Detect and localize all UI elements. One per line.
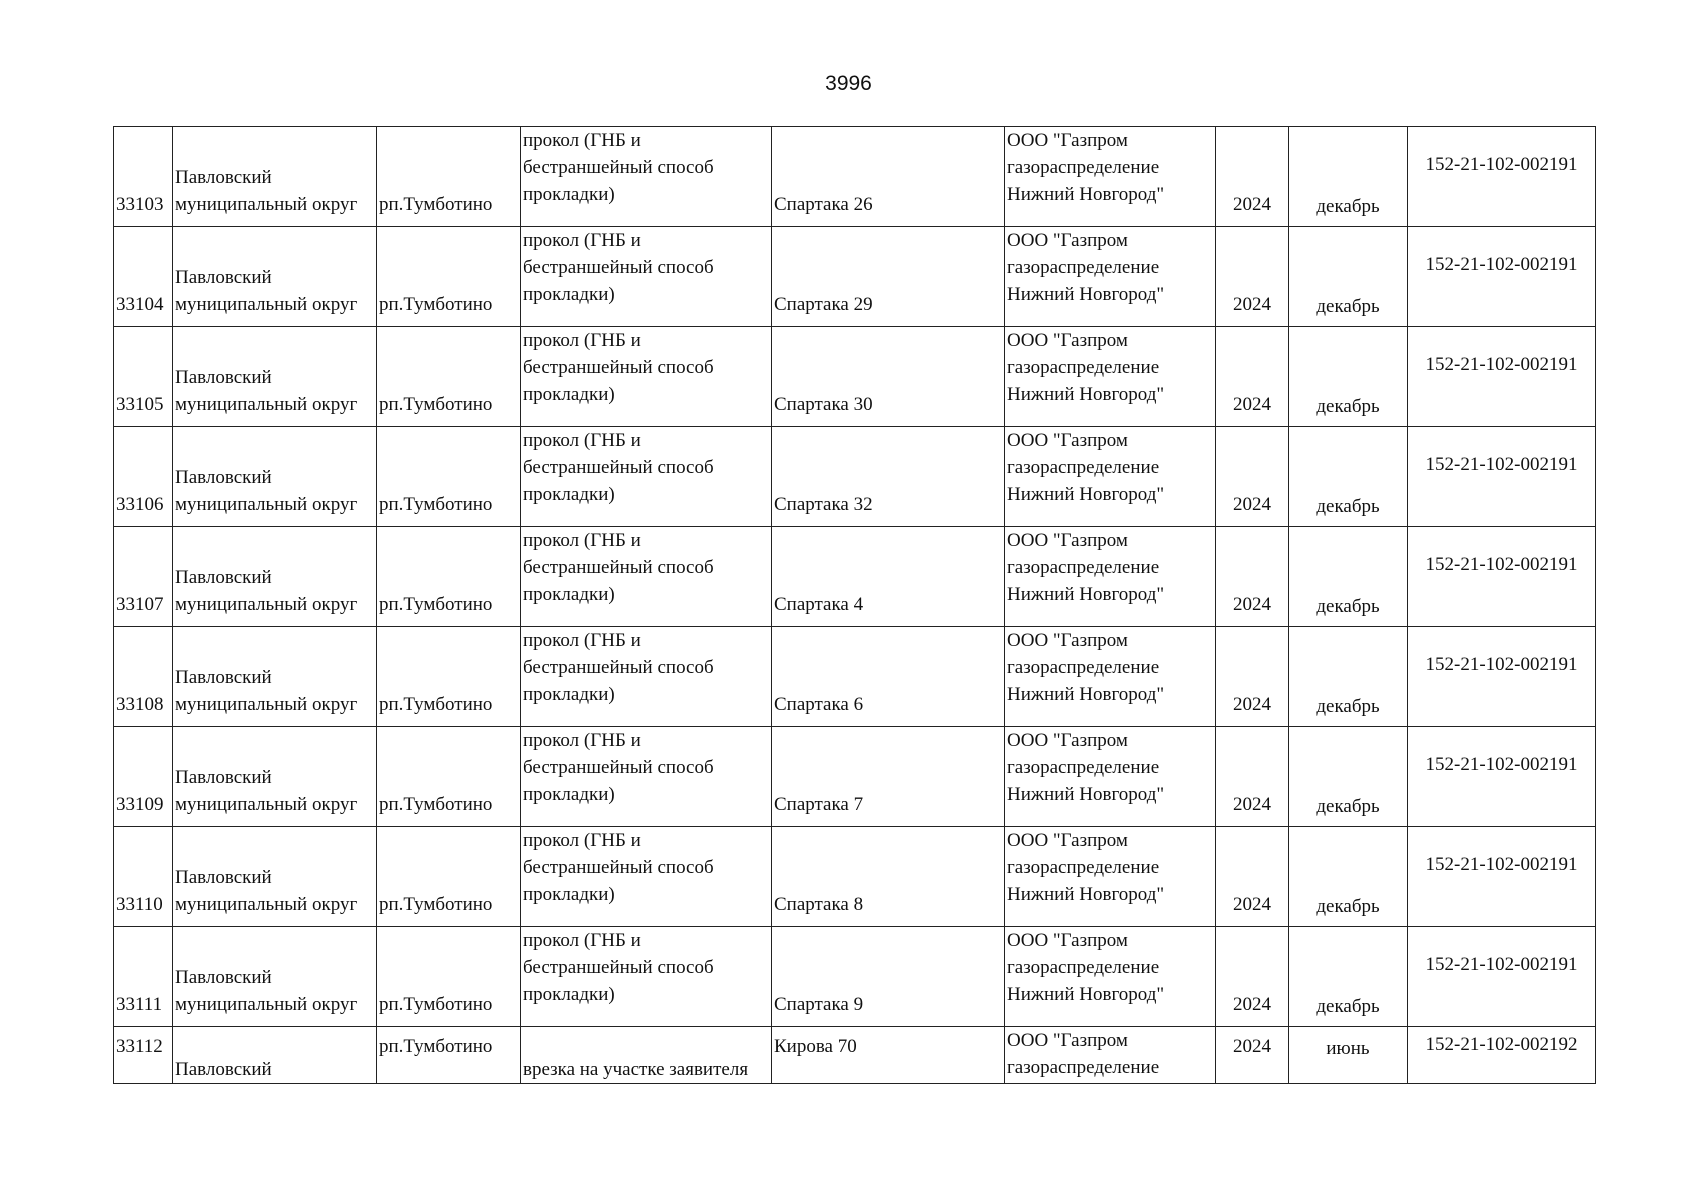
municipality-line: муниципальный округ <box>175 994 358 1015</box>
month: декабрь <box>1289 827 1408 927</box>
work-method <box>521 727 772 827</box>
row-number: 33104 <box>114 227 173 327</box>
street-address: Спартака 32 <box>772 427 1005 527</box>
work-method-line: бестраншейный способ <box>523 457 714 478</box>
work-method <box>521 427 772 527</box>
organization-line: Нижний Новгород" <box>1007 384 1165 405</box>
work-method-line: прокладки) <box>523 184 615 205</box>
locality: рп.Тумботино <box>377 1027 521 1084</box>
organization-line: газораспределение <box>1007 357 1160 378</box>
municipality-line: Павловский <box>175 567 272 588</box>
year: 2024 <box>1216 427 1289 527</box>
work-method-line: прокол (ГНБ и <box>523 930 641 951</box>
table-row <box>114 927 1596 1027</box>
municipality-line: Павловский <box>175 1059 272 1080</box>
month: июнь <box>1289 1027 1408 1084</box>
month: декабрь <box>1289 727 1408 827</box>
organization-line: ООО "Газпром <box>1007 430 1128 451</box>
organization-line: ООО "Газпром <box>1007 130 1128 151</box>
organization-line: ООО "Газпром <box>1007 230 1128 251</box>
table-row <box>114 327 1596 427</box>
organization <box>1005 227 1216 327</box>
work-method-line: бестраншейный способ <box>523 557 714 578</box>
table-row <box>114 527 1596 627</box>
work-method-line: прокол (ГНБ и <box>523 830 641 851</box>
work-method-line: прокладки) <box>523 784 615 805</box>
locality: рп.Тумботино <box>377 827 521 927</box>
municipality <box>173 727 377 827</box>
year: 2024 <box>1216 227 1289 327</box>
row-number: 33110 <box>114 827 173 927</box>
organization-line: газораспределение <box>1007 857 1160 878</box>
organization-line: ООО "Газпром <box>1007 530 1128 551</box>
municipality-line: муниципальный округ <box>175 494 358 515</box>
organization <box>1005 827 1216 927</box>
work-method <box>521 127 772 227</box>
street-address: Спартака 7 <box>772 727 1005 827</box>
work-method-line: прокладки) <box>523 384 615 405</box>
year: 2024 <box>1216 827 1289 927</box>
municipality <box>173 1027 377 1084</box>
month: декабрь <box>1289 527 1408 627</box>
street-address: Кирова 70 <box>772 1027 1005 1084</box>
row-number: 33105 <box>114 327 173 427</box>
municipality-line: муниципальный округ <box>175 394 358 415</box>
municipality-line: муниципальный округ <box>175 294 358 315</box>
municipality-line: муниципальный округ <box>175 894 358 915</box>
registry-code: 152-21-102-002191 <box>1408 827 1596 927</box>
month: декабрь <box>1289 227 1408 327</box>
municipality-line: Павловский <box>175 867 272 888</box>
organization-line: Нижний Новгород" <box>1007 784 1165 805</box>
organization-line: газораспределение <box>1007 657 1160 678</box>
work-method-line: бестраншейный способ <box>523 757 714 778</box>
municipality-line: муниципальный округ <box>175 694 358 715</box>
row-number: 33112 <box>114 1027 173 1084</box>
organization-line: Нижний Новгород" <box>1007 184 1165 205</box>
registry-code: 152-21-102-002191 <box>1408 127 1596 227</box>
street-address: Спартака 4 <box>772 527 1005 627</box>
street-address: Спартака 8 <box>772 827 1005 927</box>
municipality-line: Павловский <box>175 667 272 688</box>
locality: рп.Тумботино <box>377 527 521 627</box>
organization <box>1005 427 1216 527</box>
year: 2024 <box>1216 527 1289 627</box>
work-method-line: прокол (ГНБ и <box>523 530 641 551</box>
organization-line: газораспределение <box>1007 1057 1160 1078</box>
work-method <box>521 627 772 727</box>
row-number: 33108 <box>114 627 173 727</box>
street-address: Спартака 9 <box>772 927 1005 1027</box>
month: декабрь <box>1289 627 1408 727</box>
locality: рп.Тумботино <box>377 927 521 1027</box>
row-number: 33103 <box>114 127 173 227</box>
organization <box>1005 127 1216 227</box>
municipality-line: Павловский <box>175 767 272 788</box>
organization <box>1005 527 1216 627</box>
organization-line: газораспределение <box>1007 257 1160 278</box>
registry-code: 152-21-102-002191 <box>1408 227 1596 327</box>
organization-line: Нижний Новгород" <box>1007 584 1165 605</box>
table-row <box>114 827 1596 927</box>
municipality <box>173 527 377 627</box>
municipality <box>173 227 377 327</box>
work-method-line: прокол (ГНБ и <box>523 330 641 351</box>
organization-line: газораспределение <box>1007 957 1160 978</box>
locality: рп.Тумботино <box>377 127 521 227</box>
registry-code: 152-21-102-002192 <box>1408 1027 1596 1084</box>
registry-code: 152-21-102-002191 <box>1408 527 1596 627</box>
municipality-line: Павловский <box>175 267 272 288</box>
work-method-line: врезка на участке заявителя <box>523 1059 749 1080</box>
work-method-line: прокол (ГНБ и <box>523 230 641 251</box>
year: 2024 <box>1216 327 1289 427</box>
year: 2024 <box>1216 127 1289 227</box>
work-method-line: бестраншейный способ <box>523 257 714 278</box>
street-address: Спартака 30 <box>772 327 1005 427</box>
work-method-line: бестраншейный способ <box>523 857 714 878</box>
registry-code: 152-21-102-002191 <box>1408 327 1596 427</box>
organization <box>1005 627 1216 727</box>
work-method-line: прокол (ГНБ и <box>523 130 641 151</box>
municipality-line: Павловский <box>175 967 272 988</box>
work-method <box>521 827 772 927</box>
organization-line: Нижний Новгород" <box>1007 984 1165 1005</box>
row-number: 33109 <box>114 727 173 827</box>
registry-code: 152-21-102-002191 <box>1408 627 1596 727</box>
municipality-line: муниципальный округ <box>175 794 358 815</box>
row-number: 33106 <box>114 427 173 527</box>
work-method-line: прокладки) <box>523 684 615 705</box>
table-row <box>114 727 1596 827</box>
organization-line: ООО "Газпром <box>1007 1030 1128 1051</box>
work-method-line: бестраншейный способ <box>523 157 714 178</box>
work-method-line: бестраншейный способ <box>523 657 714 678</box>
organization <box>1005 327 1216 427</box>
municipality <box>173 327 377 427</box>
municipality-line: муниципальный округ <box>175 594 358 615</box>
locality: рп.Тумботино <box>377 327 521 427</box>
work-method-line: прокладки) <box>523 984 615 1005</box>
work-method <box>521 527 772 627</box>
locality: рп.Тумботино <box>377 627 521 727</box>
municipality <box>173 127 377 227</box>
municipality <box>173 827 377 927</box>
table-row <box>114 1027 1596 1084</box>
table-row <box>114 427 1596 527</box>
work-method-line: прокладки) <box>523 284 615 305</box>
municipality-line: Павловский <box>175 167 272 188</box>
organization-line: газораспределение <box>1007 757 1160 778</box>
organization-line: ООО "Газпром <box>1007 730 1128 751</box>
organization-line: Нижний Новгород" <box>1007 284 1165 305</box>
work-method <box>521 1027 772 1084</box>
municipality <box>173 927 377 1027</box>
row-number: 33107 <box>114 527 173 627</box>
month: декабрь <box>1289 927 1408 1027</box>
registry-table <box>113 126 1596 1084</box>
work-method <box>521 927 772 1027</box>
organization-line: Нижний Новгород" <box>1007 484 1165 505</box>
organization <box>1005 927 1216 1027</box>
month: декабрь <box>1289 327 1408 427</box>
registry-code: 152-21-102-002191 <box>1408 427 1596 527</box>
locality: рп.Тумботино <box>377 427 521 527</box>
street-address: Спартака 6 <box>772 627 1005 727</box>
row-number: 33111 <box>114 927 173 1027</box>
year: 2024 <box>1216 727 1289 827</box>
municipality-line: Павловский <box>175 467 272 488</box>
work-method-line: прокол (ГНБ и <box>523 430 641 451</box>
work-method <box>521 327 772 427</box>
organization-line: ООО "Газпром <box>1007 330 1128 351</box>
organization-line: газораспределение <box>1007 557 1160 578</box>
organization <box>1005 1027 1216 1084</box>
year: 2024 <box>1216 927 1289 1027</box>
month: декабрь <box>1289 127 1408 227</box>
municipality-line: муниципальный округ <box>175 194 358 215</box>
organization-line: газораспределение <box>1007 457 1160 478</box>
municipality <box>173 427 377 527</box>
organization-line: газораспределение <box>1007 157 1160 178</box>
street-address: Спартака 29 <box>772 227 1005 327</box>
locality: рп.Тумботино <box>377 227 521 327</box>
work-method-line: прокол (ГНБ и <box>523 630 641 651</box>
organization-line: ООО "Газпром <box>1007 930 1128 951</box>
work-method-line: бестраншейный способ <box>523 957 714 978</box>
registry-body <box>114 127 1596 1084</box>
work-method <box>521 227 772 327</box>
work-method-line: прокладки) <box>523 884 615 905</box>
organization-line: ООО "Газпром <box>1007 630 1128 651</box>
year: 2024 <box>1216 1027 1289 1084</box>
month: декабрь <box>1289 427 1408 527</box>
work-method-line: бестраншейный способ <box>523 357 714 378</box>
street-address: Спартака 26 <box>772 127 1005 227</box>
registry-code: 152-21-102-002191 <box>1408 927 1596 1027</box>
page-number: 3996 <box>825 72 872 95</box>
work-method-line: прокладки) <box>523 584 615 605</box>
table-row <box>114 127 1596 227</box>
work-method-line: прокладки) <box>523 484 615 505</box>
table-row <box>114 627 1596 727</box>
work-method-line: прокол (ГНБ и <box>523 730 641 751</box>
registry-code: 152-21-102-002191 <box>1408 727 1596 827</box>
locality: рп.Тумботино <box>377 727 521 827</box>
organization-line: Нижний Новгород" <box>1007 684 1165 705</box>
year: 2024 <box>1216 627 1289 727</box>
municipality-line: Павловский <box>175 367 272 388</box>
table-row <box>114 227 1596 327</box>
organization-line: Нижний Новгород" <box>1007 884 1165 905</box>
organization-line: ООО "Газпром <box>1007 830 1128 851</box>
organization <box>1005 727 1216 827</box>
municipality <box>173 627 377 727</box>
